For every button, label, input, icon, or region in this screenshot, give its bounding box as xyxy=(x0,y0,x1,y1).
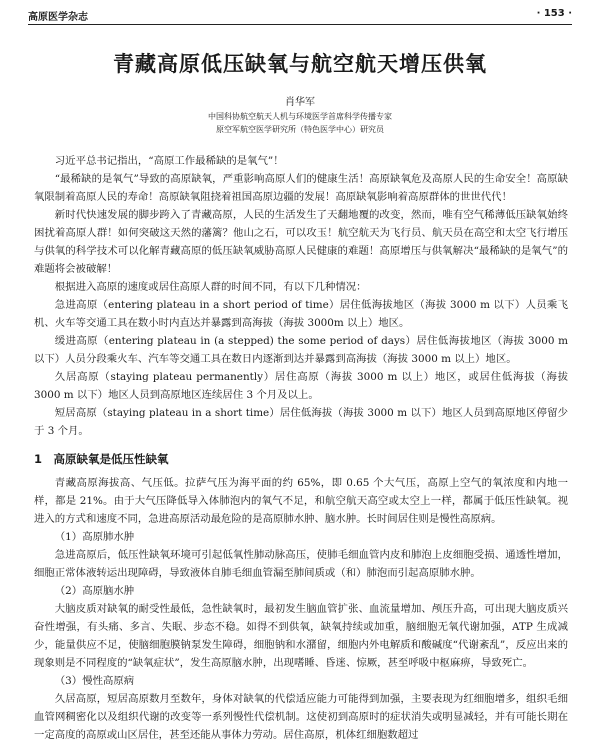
paragraph-chronic-disease: 久居高原，短居高原数月至数年，身体对缺氧的代偿适应能力可能得到加强，主要表现为红细胞增多，组织毛细血管网稠密化以及组织代谢的改变等一系列慢性代偿机制。这使初到高原时的症状消失或明显减轻，并有可能长期在一定高度的高原或山区居住，甚至还能从事体力劳动。居住高原，机体红细胞数超过 xyxy=(34,693,568,741)
paragraph-new-era: 新时代快速发展的脚步跨入了青藏高原，人民的生活发生了天翻地覆的改变，然而，唯有空气稀薄低压缺氧始终困扰着高原人群！如何突破这天然的藩篱？他山之石，可以攻玉！航空航天为飞行员、航天员在高空和太空飞行增压与供氧的科学技术可以化解青藏高原的低压缺氧威胁高原人民健康的难题！高原增压与供氧解决“最稀缺的是氧气”的难题将会被破解！ xyxy=(34,209,568,275)
paragraph-oxygen-scarcity: “最稀缺的是氧气”导致的高原缺氧，严重影响高原人们的健康生活！高原缺氧危及高原人民的生命安全！高原缺氧限制着高原人民的寿命！高原缺氧阻挠着祖国高原边疆的发展！高原缺氧影响着高原群体的世世代代！ xyxy=(34,173,568,203)
paragraph-gradual-entry: 缓进高原（entering plateau in (a stepped) the some period of days）居住低海拔地区（海拔 3000 m 以下）人员分段乘火车、汽车等交通工具在数日内逐渐到达并暴露到高海拔（海拔 3000 m 以上）地区。 xyxy=(34,335,568,365)
paragraph-cerebral-edema: 大脑皮质对缺氧的耐受性最低，急性缺氧时，最初发生脑血管扩张、血流量增加、颅压升高，可出现大脑皮质兴奋性增强，有头痛、多言、失眠、步态不稳。如得不到供氧，缺氧持续或加重，脑细胞无氧代谢加强，ATP 生成减少，能量供应不足，使脑细胞膜钠泵发生障碍，细胞钠和水潴留，细胞内外电解质和酸碱度“代谢紊乱”，反应出来的现象则是不同程度的“缺氧症状”，发生高原脑水肿，出现嗜睡、昏迷、惊厥，甚至呼吸中枢麻痹，导致死亡。 xyxy=(34,603,568,669)
page-number: · 153 · xyxy=(536,8,572,19)
subheading-chronic-disease: （3）慢性高原病 xyxy=(54,675,135,687)
paragraph-long-stay: 久居高原（staying plateau permanently）居住高原（海拔 3000 m 以上）地区，或居住低海拔（海拔 3000 m 以下）地区人员到高原地区连续居住 3 个月及以上。 xyxy=(34,371,568,401)
paragraph-quote: 习近平总书记指出，“高原工作最稀缺的是氧气”！ xyxy=(54,155,284,167)
article-title: 青藏高原低压缺氧与航空航天增压供氧 xyxy=(113,52,487,76)
affiliation-line-1: 中国科协航空航天人机与环境医学首席科学传播专家 xyxy=(208,112,392,121)
article-body xyxy=(34,152,568,744)
subheading-cerebral-edema: （2）高原脑水肿 xyxy=(54,585,135,597)
paragraph-rapid-entry: 急进高原（entering plateau in a short period of time）居住低海拔地区（海拔 3000 m 以下）人员乘飞机、火车等交通工具在数小时内直达并暴露到高海拔（海拔 3000m 以上）地区。 xyxy=(34,299,568,329)
section-heading: 1 高原缺氧是低压性缺氧 xyxy=(34,452,169,466)
header-rule xyxy=(28,24,572,25)
paragraph-categories-intro: 根据进入高原的速度或居住高原人群的时间不同，有以下几种情况： xyxy=(54,281,367,293)
journal-name: 高原医学杂志 xyxy=(28,12,88,23)
running-header xyxy=(28,8,572,22)
author-name: 肖华军 xyxy=(285,97,315,108)
paragraph-pulmonary-edema: 急进高原后，低压性缺氧环境可引起低氧性肺动脉高压，使肺毛细血管内皮和肺泡上皮细胞受损、通透性增加，细胞正常体液转运出现障碍，导致液体自肺毛细血管漏至肺间质或（和）肺泡而引起高原肺水肿。 xyxy=(34,549,568,579)
section-intro-paragraph: 青藏高原海拔高、气压低。拉萨气压为海平面的约 65%，即 0.65 个大气压，高原上空气的氧浓度和内地一样，都是 21%。由于大气压降低导入体肺泡内的氧气不足，和航空航天高空或太空上一样，都属于低压性缺氧。视进入的方式和速度不同，急进高原活动最危险的是高原肺水肿、脑水肿。长时间居住则是慢性高原病。 xyxy=(34,477,568,525)
affiliation-line-2: 原空军航空医学研究所（特色医学中心）研究员 xyxy=(216,125,384,134)
subheading-pulmonary-edema: （1）高原肺水肿 xyxy=(54,531,135,543)
paragraph-short-stay: 短居高原（staying plateau in a short time）居住低海拔（海拔 3000 m 以下）地区人员到高原地区停留少于 3 个月。 xyxy=(34,407,568,437)
